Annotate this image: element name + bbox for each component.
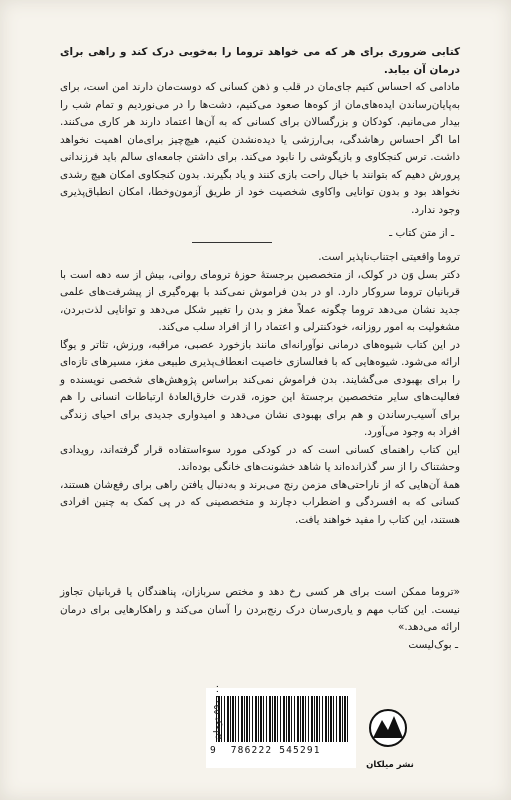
- description-section: [60, 249, 460, 529]
- barcode-digits: 786222 545291: [230, 745, 321, 756]
- excerpt-body: مادامی که احساس کنیم جای‌مان در قلب و ذهن کسانی که دوست‌مان دارند امن است، برای به‌پایان‌رساندن ایده‌های‌مان از کوه‌ها صعود می‌کنیم، دشت‌ها را در می‌نوردیم و تمام شب را بیدار می‌مانیم. کودکان و بزرگسالان برای کسانی که به آن‌ها اعتماد دارند هر کاری می‌کنند. اما اگر احساس رهاشدگی، بی‌ارزشی یا دیده‌نشدن کنیم، هیچ‌چیز برای‌مان اهمیت نخواهد داشت. ترس کنجکاوی و بازیگوشی را نابود می‌کند. برای داشتن جامعه‌ای سالم باید فرزندانی پرورش دهیم که بتوانند با خیال راحت بازی کنند و یاد بگیرند. بدون کنجکاوی امکان هیچ رشدی نخواهد بود و بدون توانایی واکاوی شخصیت خود از طریق آزمون‌وخطا، امکان انطباق‌پذیری وجود ندارد.: [60, 81, 460, 216]
- barcode-first-digit: 9: [210, 745, 217, 756]
- lead-sentence: کتابی ضروری برای هر که می خواهد تروما را به‌خوبی درک کند و راهی برای درمان آن بیابد.: [60, 46, 460, 76]
- description-paragraph-2: دکتر بسل وَن در کولک، از متخصصین برجستهٔ حوزهٔ ترومای روانی، بیش از سه دهه است با قربانیان تروما سروکار دارد. او در بدن فراموش نمی‌کند با بهره‌گیری از پیشرفت‌های علمی جدید نشان می‌دهد تروما چگونه عملاً مغز و بدن را تغییر شکل می‌دهد و توانایی لذت‌بردن، مشغولیت به امور روزانه، خودکنترلی و اعتماد را از افراد سلب می‌کند.: [60, 268, 460, 333]
- description-paragraph-1: تروما واقعیتی اجتناب‌ناپذیر است.: [318, 251, 460, 263]
- description-paragraph-4: این کتاب راهنمای کسانی است که در کودکی مورد سوءاستفاده قرار گرفته‌اند، رویدادی وحشتناک را از سر گذرانده‌اند یا شاهد خشونت‌های خانگی بوده‌اند.: [60, 443, 460, 473]
- barcode-bars: [216, 696, 350, 742]
- publisher-name: نشر میلکان: [366, 760, 414, 770]
- description-paragraph-5: همهٔ آن‌هایی که از ناراحتی‌های مزمن رنج می‌برند و به‌دنبال یافتن راهی برای رفع‌شان هستند، کسانی که به افسردگی و اضطراب دچارند و متخصصینی که در پی کمک به چنین افرادی هستند، این کتاب را مفید خواهند یافت.: [60, 478, 460, 526]
- review-quote: [60, 584, 460, 654]
- section-divider: [192, 242, 272, 243]
- price-label: ۵۹۰۰۰۰ تومان: [212, 683, 223, 740]
- isbn-barcode: [206, 688, 356, 768]
- description-paragraph-3: در این کتاب شیوه‌های درمانی نوآورانه‌ای مانند بازخورد عصبی، مراقبه، ورزش، تئاتر و یوگا ارائه می‌شود. شیوه‌هایی که با فعالسازی خاصیت انعطاف‌پذیری طبیعی مغز، مسیرهای تازه‌ای را برای بهبودی می‌گشایند. بدن فراموش نمی‌کند براساس پژوهش‌های شخصی نویسنده و فعالیت‌های سایر متخصصین برجستهٔ این حوزه، قدرت خارق‌العادهٔ ارتباطات انسانی را هم برای آسیب‌رساندن و هم برای بهبودی نشان می‌دهد و امیدواری جدیدی برای احیای زندگی افراد به وجود می‌آورد.: [60, 338, 460, 438]
- excerpt-signature: ـ از متن کتاب ـ: [389, 227, 454, 239]
- quote-text: «تروما ممکن است برای هر کسی رخ دهد و مختص سربازان، پناهندگان یا قربانیان تجاوز نیست. این کتاب مهم و یاری‌رسان درک رنج‌بردن را آسان می‌کند و راهکارهایی برای درمان ارائه می‌دهد.»: [60, 586, 460, 633]
- quote-signature: ـ بوک‌لیست: [408, 638, 458, 651]
- top-excerpt: [60, 44, 460, 243]
